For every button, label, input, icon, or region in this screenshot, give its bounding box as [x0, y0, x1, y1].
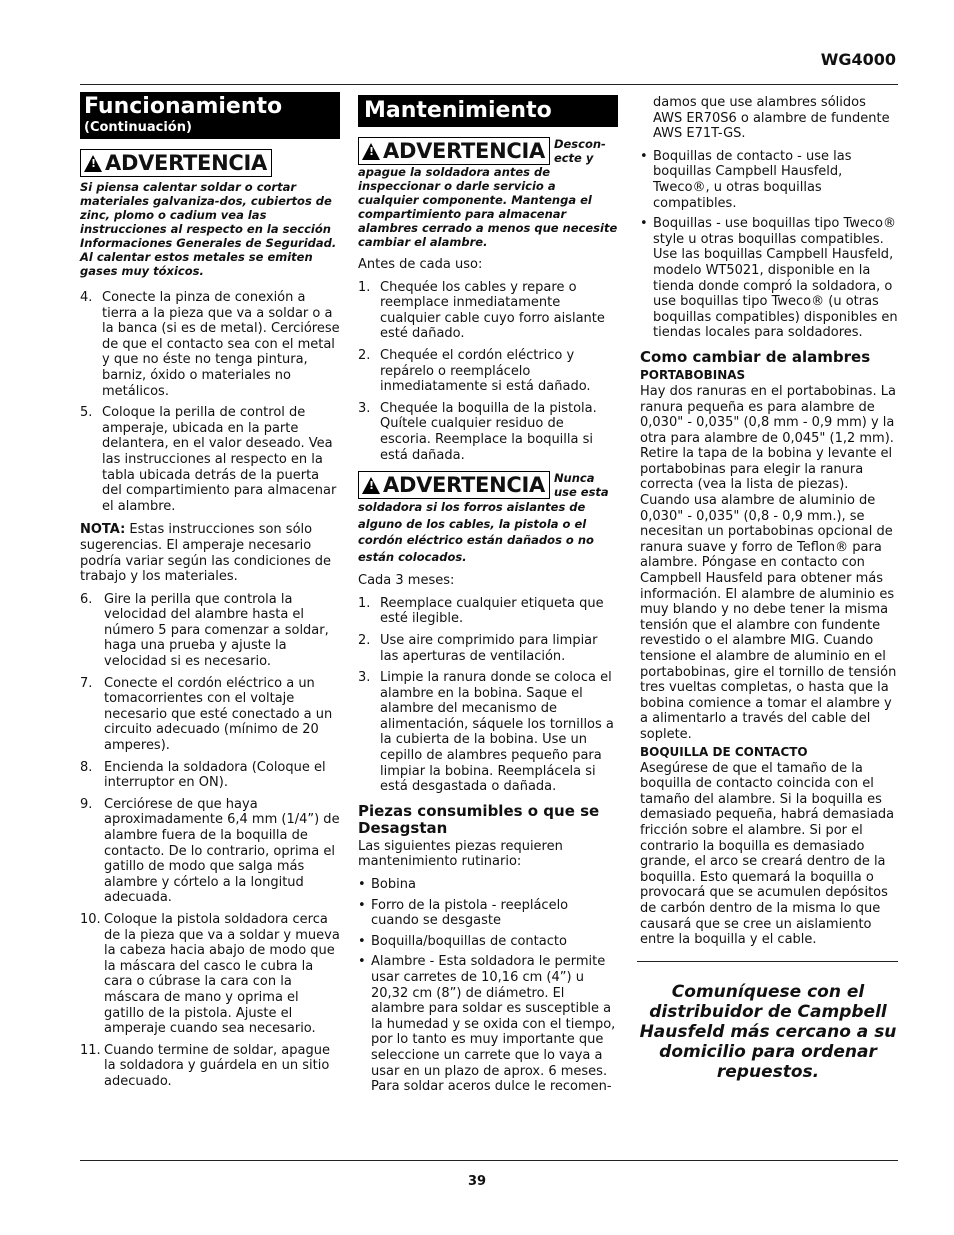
bullet-item: [640, 216, 898, 341]
item-number: 5.: [80, 405, 93, 421]
spool-text: Hay dos ranuras en el portabobinas. La ranura pequeña es para alambre de 0,030" - 0,035" (0,8 mm - 0,9 mm) y la otra para alambre de 0,045" (1,2 mm). Retire la tapa de la bobina y levante el portabobinas para elegir la ranura correcta (vea la lista de piezas). Cuando usa alambre de aluminio de 0,030" - 0,035" (0,8 - 0,9 mm.), se necesitan un portabobinas opcional de ranura suave y forro de Teflon® para alambre. Póngase en contacto con Campbell Hausfeld para obtener más información. El alambre de aluminio es muy blando y no debe tener la misma tensión que el alambre con fundente revestido o el alambre MIG. Cuando tensione el alambre de aluminio en el portabobinas, gire el tornillo de tensión tres vueltas completas, o hasta que la bobina comience a tomar el alambre y a alimentarlo a través del cable del soplete.: [640, 383, 897, 742]
warning-text: Si piensa calentar soldar o cortar materiales galvaniza-dos, cubiertos de zinc, plomo o cadium vea las instrucciones al respecto en la sección Informaciones Generales de Seguridad. Al calentar estos metales se emiten gases muy tóxicos.: [80, 180, 337, 278]
quarterly-steps: [358, 596, 618, 795]
item-number: 4.: [80, 290, 93, 305]
item-text: Chequée la boquilla de la pistola. Quítele cualquier residuo de escoria. Reemplace la boquilla si está dañada.: [380, 400, 597, 463]
warning-label: ADVERTENCIA: [105, 151, 267, 175]
item-number: 1.: [358, 279, 371, 295]
list-item: [358, 401, 618, 463]
bullet-icon: •: [358, 897, 366, 913]
warning-text: soldadora si los forros aislantes de alguno de los cables, la pistola o el cordón eléctrico están dañados o no están colocados.: [358, 500, 594, 564]
list-item: [358, 633, 618, 664]
list-item: [358, 596, 618, 627]
column-consumibles: [640, 95, 898, 955]
column-mantenimiento: [358, 95, 618, 1100]
operation-steps: [80, 290, 340, 514]
consumables-list: [358, 877, 618, 1095]
tip-text: Asegúrese de que el tamaño de la boquilla de contacto coincida con el tamaño del alambre. Si la boquilla es demasiado pequeña, habrá demasiada fricción sobre el alambre. Si por el contrario la boquilla es demasiado grande, el arco se creará dentro de la boquilla. Esto quemará la boquilla o provocará que se acumulen depósitos de carbón dentro de la misma lo que causará que se cree un aislamiento entre la boquilla y el cable.: [640, 760, 895, 948]
warning-text: apague la soldadora antes de inspeccionar o darle servicio a cualquier componente. Mantenga el compartimiento para almacenar alambres cerrado a menos que necesite cambiar el alambre.: [358, 165, 618, 249]
bullet-text: Boquillas de contacto - use las boquillas Campbell Hausfeld, Tweco®, u otras boquillas compatibles.: [653, 148, 852, 211]
item-number: 9.: [80, 796, 93, 812]
bullet-icon: •: [358, 933, 366, 949]
section-banner-mantenimiento: [358, 95, 618, 127]
consumables-intro: Las siguientes piezas requieren mantenimiento rutinario:: [358, 838, 563, 870]
item-number: 8.: [80, 759, 93, 775]
consumables-heading: Piezas consumibles o que se Desagstan: [358, 801, 600, 837]
warning-triangle-icon: [362, 477, 380, 494]
spool-heading: PORTABOBINAS: [640, 367, 746, 382]
item-number: 11.: [80, 1042, 101, 1058]
item-number: 7.: [80, 675, 93, 691]
warning-side-text: Descon-ecte y: [553, 137, 606, 165]
column-funcionamiento: [80, 92, 340, 1096]
list-item: [80, 592, 340, 670]
note-label: NOTA:: [80, 522, 126, 538]
nozzle-list: [640, 149, 898, 341]
item-text: Chequée el cordón eléctrico y repárelo o reemplácelo inmediatamente si está dañado.: [380, 347, 591, 395]
note-paragraph: [80, 522, 340, 584]
before-use-label: Antes de cada uso:: [358, 257, 483, 272]
item-number: 3.: [358, 400, 371, 416]
list-item: [358, 670, 618, 795]
bullet-icon: •: [640, 148, 648, 164]
bullet-text: Boquillas - use boquillas tipo Tweco® style u otras boquillas compatibles. Use las boquillas Campbell Hausfeld, modelo WT5021, disponible en la tienda donde compró la soldadora, o use boquillas tipo Tweco® (u otras boquillas compatibles) disponibles en tiendas locales para soldadores.: [653, 216, 898, 341]
item-text: Chequée los cables y repare o reemplace inmediatamente cualquier cable cuyo forro aislante esté dañado.: [380, 279, 605, 342]
item-text: Cerciórese de que haya aproximadamente 6,4 mm (1/4”) de alambre fuera de la boquilla de contacto. De lo contrario, oprima el gatillo de modo que salga más alambre y córtelo a la longitud adecuada.: [104, 796, 340, 906]
item-number: 1.: [358, 595, 371, 611]
bullet-text: Boquilla/boquillas de contacto: [371, 933, 567, 949]
contact-callout: Comuníquese con el distribuidor de Campbell Hausfeld más cercano a su domicilio para ordenar repuestos.: [639, 982, 897, 1082]
item-number: 2.: [358, 632, 371, 648]
bullet-icon: •: [358, 877, 366, 893]
warning-label-box: [80, 149, 272, 177]
warning-block: [80, 149, 340, 278]
item-text: Conecte el cordón eléctrico a un tomacorrientes con el voltaje necesario que esté conectado a un circuito adecuado (mínimo de 20 amperes).: [104, 675, 333, 754]
list-item: [80, 676, 340, 754]
warning-triangle-icon: [84, 155, 102, 172]
bullet-icon: •: [358, 954, 366, 970]
contact-rule: [637, 961, 898, 962]
list-item: [80, 797, 340, 906]
bullet-item: [640, 149, 898, 211]
warning-block-2: [358, 471, 618, 565]
header-rule: [80, 84, 898, 85]
bullet-icon: •: [640, 216, 648, 232]
section-banner-funcionamiento: [80, 92, 340, 139]
warning-side-text: Nunca use esta: [553, 471, 609, 500]
bullet-text: Forro de la pistola - reeplácelo cuando se desgaste: [371, 897, 569, 929]
item-number: 10.: [80, 911, 101, 927]
model-number: WG4000: [820, 50, 896, 69]
item-text: Encienda la soldadora (Coloque el interruptor en ON).: [104, 759, 326, 791]
page-number: 39: [467, 1174, 487, 1189]
every-3-months-label: Cada 3 meses:: [358, 573, 455, 589]
section-title: Funcionamiento: [84, 94, 283, 119]
item-text: Limpie la ranura donde se coloca el alambre en la bobina. Saque el alambre del mecanismo de alimentación, sáquele los tornillos a la cubierta de la bobina. Use un cepillo de alambres pequeño para limpiar la bobina. Reemplácela si está desgastada o dañada.: [380, 670, 614, 795]
list-item: [80, 1043, 340, 1090]
section-title: Mantenimiento: [364, 98, 552, 123]
section-subtitle: (Continuación): [84, 120, 192, 135]
item-text: Conecte la pinza de conexión a tierra a la pieza que va a soldar o a la banca (si es de metal). Cerciórese de que el contacto sea con el metal y que no éste no tenga pintura, barniz, óxido o materiales no metálicos.: [102, 290, 340, 399]
warning-label: ADVERTENCIA: [383, 473, 545, 498]
bullet-item: [358, 954, 618, 1094]
operation-steps-continued: [80, 592, 340, 1090]
item-text: Gire la perilla que controla la velocidad del alambre hasta el número 5 para comenzar a soldar, haga una prueba y ajuste la velocidad si es necesario.: [104, 591, 329, 670]
warning-label: ADVERTENCIA: [383, 139, 545, 163]
list-item: [80, 405, 340, 514]
warning-label-box: [358, 471, 550, 499]
list-item: [80, 290, 340, 399]
list-item: [80, 912, 340, 1037]
warning-triangle-icon: [362, 143, 380, 160]
change-wire-heading: Como cambiar de alambres: [640, 347, 871, 366]
bullet-text: Alambre - Esta soldadora le permite usar carretes de 10,16 cm (4”) u 20,32 cm (8”) de diámetro. El alambre para soldar es susceptible a la humedad y se oxida con el tiempo, por lo tanto es muy importante que seleccione un carrete que lo vaya a usar en un plazo de aprox. 6 meses. Para soldar aceros dulce le recomen-: [371, 954, 616, 1095]
item-number: 2.: [358, 347, 371, 363]
item-text: Reemplace cualquier etiqueta que esté ilegible.: [380, 595, 604, 627]
warning-block-1: [358, 137, 618, 249]
bullet-item: [358, 934, 618, 950]
bullet-text: Bobina: [371, 877, 416, 893]
list-item: [358, 348, 618, 395]
item-number: 3.: [358, 670, 371, 686]
warning-label-box: [358, 137, 550, 165]
item-text: Cuando termine de soldar, apague la soldadora y guárdela en un sitio adecuado.: [104, 1042, 330, 1089]
bullet-item: [358, 898, 618, 929]
list-item: [80, 760, 340, 791]
bullet-item: [358, 877, 618, 893]
item-text: Coloque la perilla de control de amperaje, ubicada en la parte delantera, en el valor deseado. Vea las instrucciones al respecto en la tabla ubicada detrás de la puerta del compartimiento para almacenar el alambre.: [102, 405, 337, 514]
item-text: Use aire comprimido para limpiar las aperturas de ventilación.: [380, 632, 598, 664]
item-number: 6.: [80, 591, 93, 607]
tip-heading: BOQUILLA DE CONTACTO: [640, 744, 808, 759]
list-item: [358, 280, 618, 342]
item-text: Coloque la pistola soldadora cerca de la pieza que va a soldar y mueva la cabeza hacia abajo de modo que la máscara del casco le cubra la cara o cúbrase la cara con la máscara de mano y oprima el gatillo de la pistola. Ajuste el amperaje cuando sea necesario.: [104, 911, 340, 1037]
footer-rule: [80, 1160, 898, 1161]
maintenance-steps: [358, 280, 618, 464]
continued-text: damos que use alambres sólidos AWS ER70S6 o alambre de fundente AWS E71T-GS.: [653, 95, 890, 142]
note-text: Estas instrucciones son sólo sugerencias. El amperaje necesario podría variar según las condiciones de trabajo y los materiales.: [80, 522, 331, 585]
